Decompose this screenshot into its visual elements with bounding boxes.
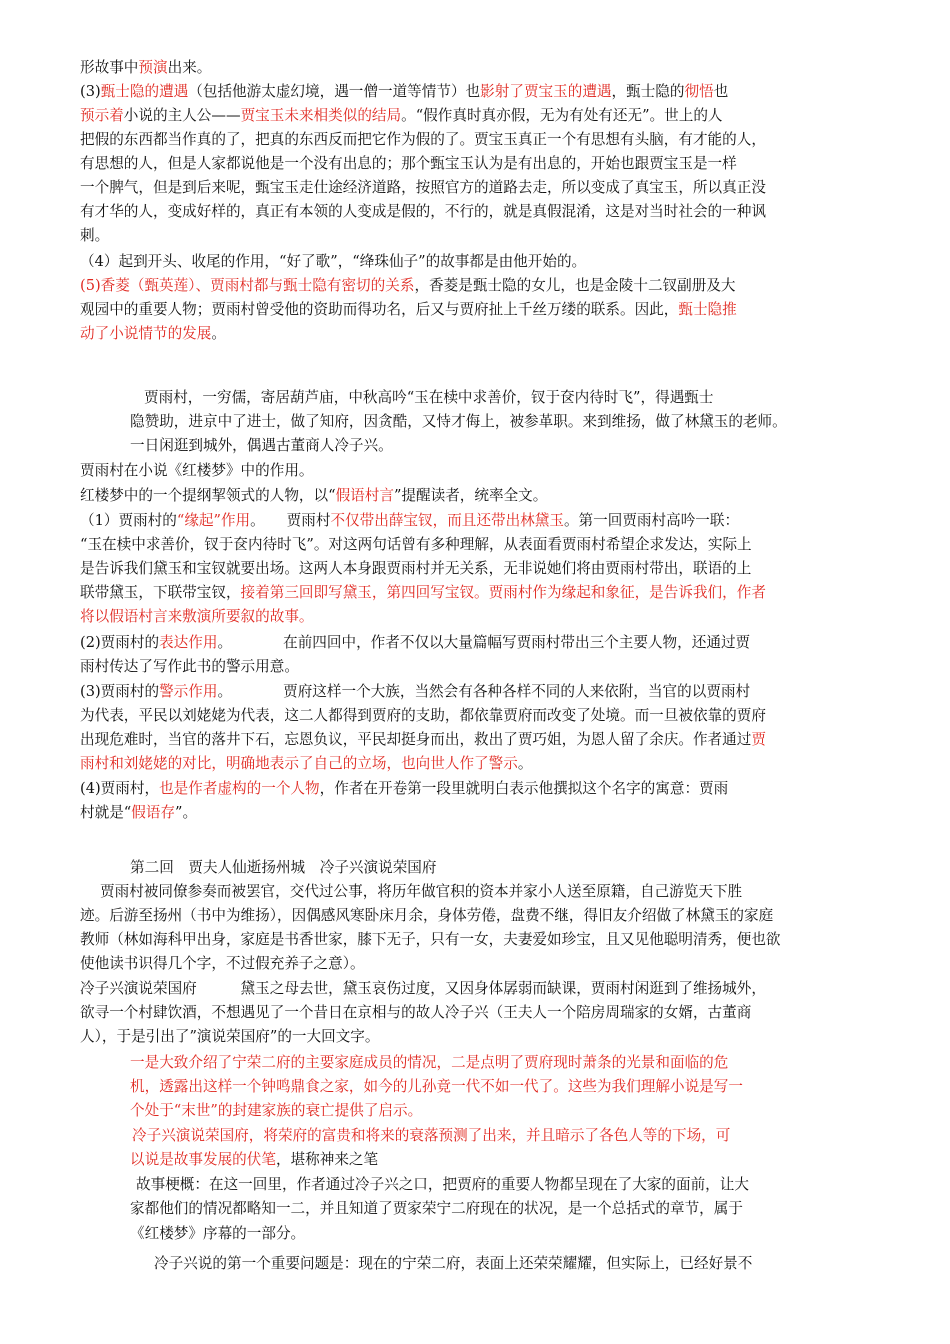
text-line [80, 728, 766, 752]
text-segment: 贾雨村，一穷儒，寄居葫芦庙，中秋高吟“玉在椟中求善价，钗于奁内待时飞”，得遇甄士 [144, 389, 714, 406]
text-line [80, 557, 751, 581]
text-segment: 迹。后游至扬州（书中为维扬），因偶感风寒卧床月余，身体劳倦，盘费不继，得旧友介绍做了林黛玉的家庭 [80, 907, 774, 924]
text-line [154, 1252, 752, 1276]
text-line [80, 459, 314, 483]
text-line [130, 1099, 422, 1123]
text-segment: 。 在前四回中，作者不仅以大量篇幅写贾雨村带出三个主要人物，还通过贾 [217, 634, 751, 651]
text-segment: 将以假语村言来敷演所要叙的故事。 [80, 608, 314, 625]
text-line [130, 410, 787, 434]
text-segment: 欲寻一个村肆饮酒，不想遇见了一个昔日在京相与的故人冷子兴（王夫人一个陪房周瑞家的女婿，古董商 [80, 1004, 752, 1021]
text-segment: (4)贾雨村， [80, 780, 160, 797]
text-segment: 。“假作真时真亦假，无为有处有还无”。世上的人 [401, 107, 723, 124]
text-line [80, 1025, 380, 1049]
text-segment: 出来。 [167, 59, 212, 76]
text-line [80, 655, 299, 679]
text-segment: 表达作用 [159, 634, 218, 651]
text-segment: （4）起到开头、收尾的作用，“好了歌”，“绛珠仙子”的故事都是由他开始的。 [80, 253, 587, 270]
text-line [80, 509, 739, 533]
text-segment: 联带黛玉，下联带宝钗， [80, 584, 241, 601]
text-segment: 是告诉我们黛玉和宝钗就要出场。这两人本身跟贾雨村并无关系，无非说她们将由贾雨村带出，联语的上 [80, 560, 752, 577]
text-segment: (2)贾雨村的 [80, 634, 160, 651]
text-line [80, 777, 728, 801]
text-line [144, 386, 714, 410]
text-segment: 假语存 [131, 804, 176, 821]
text-line [80, 581, 766, 605]
text-segment: 有思想的人，但是人家都说他是一个没有出息的；那个甄宝玉认为是有出息的，开始也跟贾宝玉是一样 [80, 155, 737, 172]
text-segment: ”。 [175, 804, 198, 821]
text-segment: 冷子兴说的第一个重要问题是：现在的宁荣二府，表面上还荣荣耀耀，但实际上，已经好景不 [154, 1255, 753, 1272]
text-segment: 贾宝玉未来相类似的结局 [240, 107, 402, 124]
text-line [130, 434, 393, 458]
text-segment: （1）贾雨村的 [80, 512, 177, 529]
text-segment: 形故事中 [80, 59, 139, 76]
text-segment: 一是大致介绍了宁荣二府的主要家庭成员的情况，二是点明了贾府现时萧条的光景和面临的危 [130, 1054, 729, 1071]
text-segment: 人），于是引出了”演说荣国府”的一大回文字。 [80, 1028, 380, 1045]
text-line [80, 298, 737, 322]
text-line [136, 1173, 749, 1197]
text-segment: 预示着 [80, 107, 124, 124]
text-line [80, 1001, 751, 1025]
text-segment: 也 [713, 83, 729, 100]
text-line [130, 1148, 378, 1172]
text-line [80, 104, 723, 128]
text-segment: ，甄士隐的 [611, 83, 685, 100]
text-line [80, 128, 766, 152]
text-line [80, 274, 736, 298]
text-line [80, 928, 781, 952]
text-segment: 影射了贾宝玉的遭遇 [480, 83, 612, 100]
text-segment: 有才华的人，变成好样的，真正有本领的人变成是假的，不行的，就是真假混淆，这是对当时社会的一种讽 [80, 203, 766, 220]
text-segment: 贾 [751, 731, 766, 748]
text-segment: （包括他游太虚幻境，遇一僧一道等情节）也 [188, 83, 481, 100]
text-segment: 彻悟 [684, 83, 714, 100]
text-line [80, 752, 532, 776]
text-line [80, 152, 737, 176]
text-segment: 警示作用 [159, 683, 218, 700]
text-segment: 个处于“末世”的封建家族的衰亡提供了启示。 [130, 1102, 423, 1119]
text-line [80, 484, 547, 508]
text-segment: 刺。 [80, 227, 110, 244]
text-line [100, 880, 742, 904]
text-line [80, 56, 211, 80]
text-segment: 甄士隐推 [678, 301, 737, 318]
text-segment: ，香菱是甄士隐的女儿，也是金陵十二钗副册及大 [414, 277, 736, 294]
text-line [80, 631, 750, 655]
text-line [130, 1197, 743, 1221]
text-segment: “缘起”作用 [176, 512, 251, 529]
text-segment: 教师（林如海科甲出身，家庭是书香世家，膝下无子，只有一女，夫妻爱如珍宝，且又见他聪明清秀，便也欲 [80, 931, 781, 948]
text-segment: 。 贾府这样一个大族，当然会有各种各样不同的人来依附，当官的以贾雨村 [217, 683, 751, 700]
text-segment: 观园中的重要人物；贾雨村曾受他的资助而得功名，后又与贾府扯上千丝万缕的联系。因此， [80, 301, 679, 318]
text-line [130, 1051, 728, 1075]
text-segment: 隐赞助，进京中了进士，做了知府，因贪酷，又恃才侮上，被参革职。来到维扬，做了林黛玉的老师。 [130, 413, 787, 430]
text-line [80, 322, 226, 346]
text-segment: 预演 [138, 59, 168, 76]
text-line [80, 224, 109, 248]
text-segment: 出现危难时，当官的落井下石，忘恩负议，平民却挺身而出，救出了贾巧姐，为恩人留了余庆。作者通过 [80, 731, 752, 748]
text-segment: 也是作者虚构的一个人物 [159, 780, 320, 797]
text-segment: “玉在椟中求善价，钗于奁内待时飞”。对这两句话曾有多种理解，从表面看贾雨村希望企求发达，实际上 [80, 536, 752, 553]
text-segment: (3)贾雨村的 [80, 683, 160, 700]
text-segment: 贾雨村被同僚参奏而被罢官，交代过公事，将历年做官积的资本并家小人送至原籍，自己游览天下胜 [100, 883, 743, 900]
text-segment: 甄士隐的遭遇 [100, 83, 189, 100]
text-segment: 一日闲逛到城外，偶遇古董商人冷子兴。 [130, 437, 393, 454]
text-segment: 家都他们的情况都略知一二，并且知道了贾家荣宁二府现在的状况，是一个总括式的章节，属于 [130, 1200, 743, 1217]
text-line [80, 176, 766, 200]
text-segment: 贾雨村在小说《红楼梦》中的作用。 [80, 462, 314, 479]
text-line [80, 680, 750, 704]
text-line [80, 904, 773, 928]
text-segment: 不仅带出薛宝钗，而且还带出林黛玉 [330, 512, 564, 529]
text-line [80, 200, 766, 224]
text-line [130, 1222, 305, 1246]
text-segment: 雨村和刘姥姥的对比，明确地表示了自己的立场，也向世人作了警示 [80, 755, 518, 772]
text-segment: ，作者在开卷第一段里就明白表示他撰拟这个名字的寓意：贾雨 [319, 780, 729, 797]
text-segment: 。 贾雨村 [250, 512, 331, 529]
text-line [80, 533, 752, 557]
text-segment: 使他读书识得几个字，不过假充养子之意）。 [80, 955, 365, 972]
text-segment: 红楼梦中的一个提纲挈领式的人物，以“ [80, 487, 336, 504]
text-line [132, 1124, 730, 1148]
text-segment: 故事梗概：在这一回里，作者通过冷子兴之口，把贾府的重要人物都呈现在了大家的面前，让大 [136, 1176, 749, 1193]
text-segment: (3) [80, 83, 101, 100]
text-segment: 雨村传达了写作此书的警示用意。 [80, 658, 299, 675]
text-segment: 把假的东西都当作真的了，把真的东西反而把它作为假的了。贾宝玉真正一个有思想有头脑，有才能的人， [80, 131, 766, 148]
text-segment: 。 [211, 325, 226, 342]
text-line [80, 704, 766, 728]
text-line [80, 977, 766, 1001]
text-segment: 机，透露出这样一个钟鸣鼎食之家，如今的儿孙竟一代不如一代了。这些为我们理解小说是写一 [130, 1078, 743, 1095]
text-segment: 冷子兴演说荣国府，将荣府的富贵和将来的衰落预测了出来，并且暗示了各色人等的下场，可 [132, 1127, 731, 1144]
text-line [80, 605, 314, 629]
text-segment: ，堪称神来之笔 [275, 1151, 379, 1168]
text-segment: 一个脾气，但是到后来呢，甄宝玉走仕途经济道路，按照官方的道路去走，所以变成了真宝玉，所以真正没 [80, 179, 766, 196]
text-segment: 。 [517, 755, 533, 772]
text-segment: 动了小说情节的发展 [80, 325, 212, 342]
text-line [80, 250, 586, 274]
text-line [130, 1075, 743, 1099]
text-segment: ”提醒读者，统率全文。 [393, 487, 548, 504]
text-segment: 村就是“ [80, 804, 132, 821]
text-segment: 。第一回贾雨村高吟一联： [563, 512, 740, 529]
text-segment: 假语村言 [335, 487, 394, 504]
text-segment: 接着第三回即写黛玉，第四回写宝钗。贾雨村作为缘起和象征，是告诉我们，作者 [240, 584, 766, 601]
text-segment: 第二回 贾夫人仙逝扬州城 冷子兴演说荣国府 [130, 859, 437, 876]
text-segment: 为代表，平民以刘姥姥为代表，这二人都得到贾府的支助，都依靠贾府而改变了处境。而一旦被依靠的贾府 [80, 707, 766, 724]
text-line [80, 801, 197, 825]
text-segment: 小说的主人公—— [123, 107, 241, 124]
text-segment: (5)香菱（甄英莲）、贾雨村都与甄士隐有密切的关系 [80, 277, 415, 294]
text-segment: 以说是故事发展的伏笔 [130, 1151, 276, 1168]
chapter-heading [130, 856, 436, 880]
text-line [80, 80, 728, 104]
text-segment: 冷子兴演说荣国府 黛玉之母去世，黛玉哀伤过度，又因身体孱弱而缺课，贾雨村闲逛到了维扬城外， [80, 980, 766, 997]
text-line [80, 952, 365, 976]
text-segment: 《红楼梦》序幕的一部分。 [130, 1225, 306, 1242]
